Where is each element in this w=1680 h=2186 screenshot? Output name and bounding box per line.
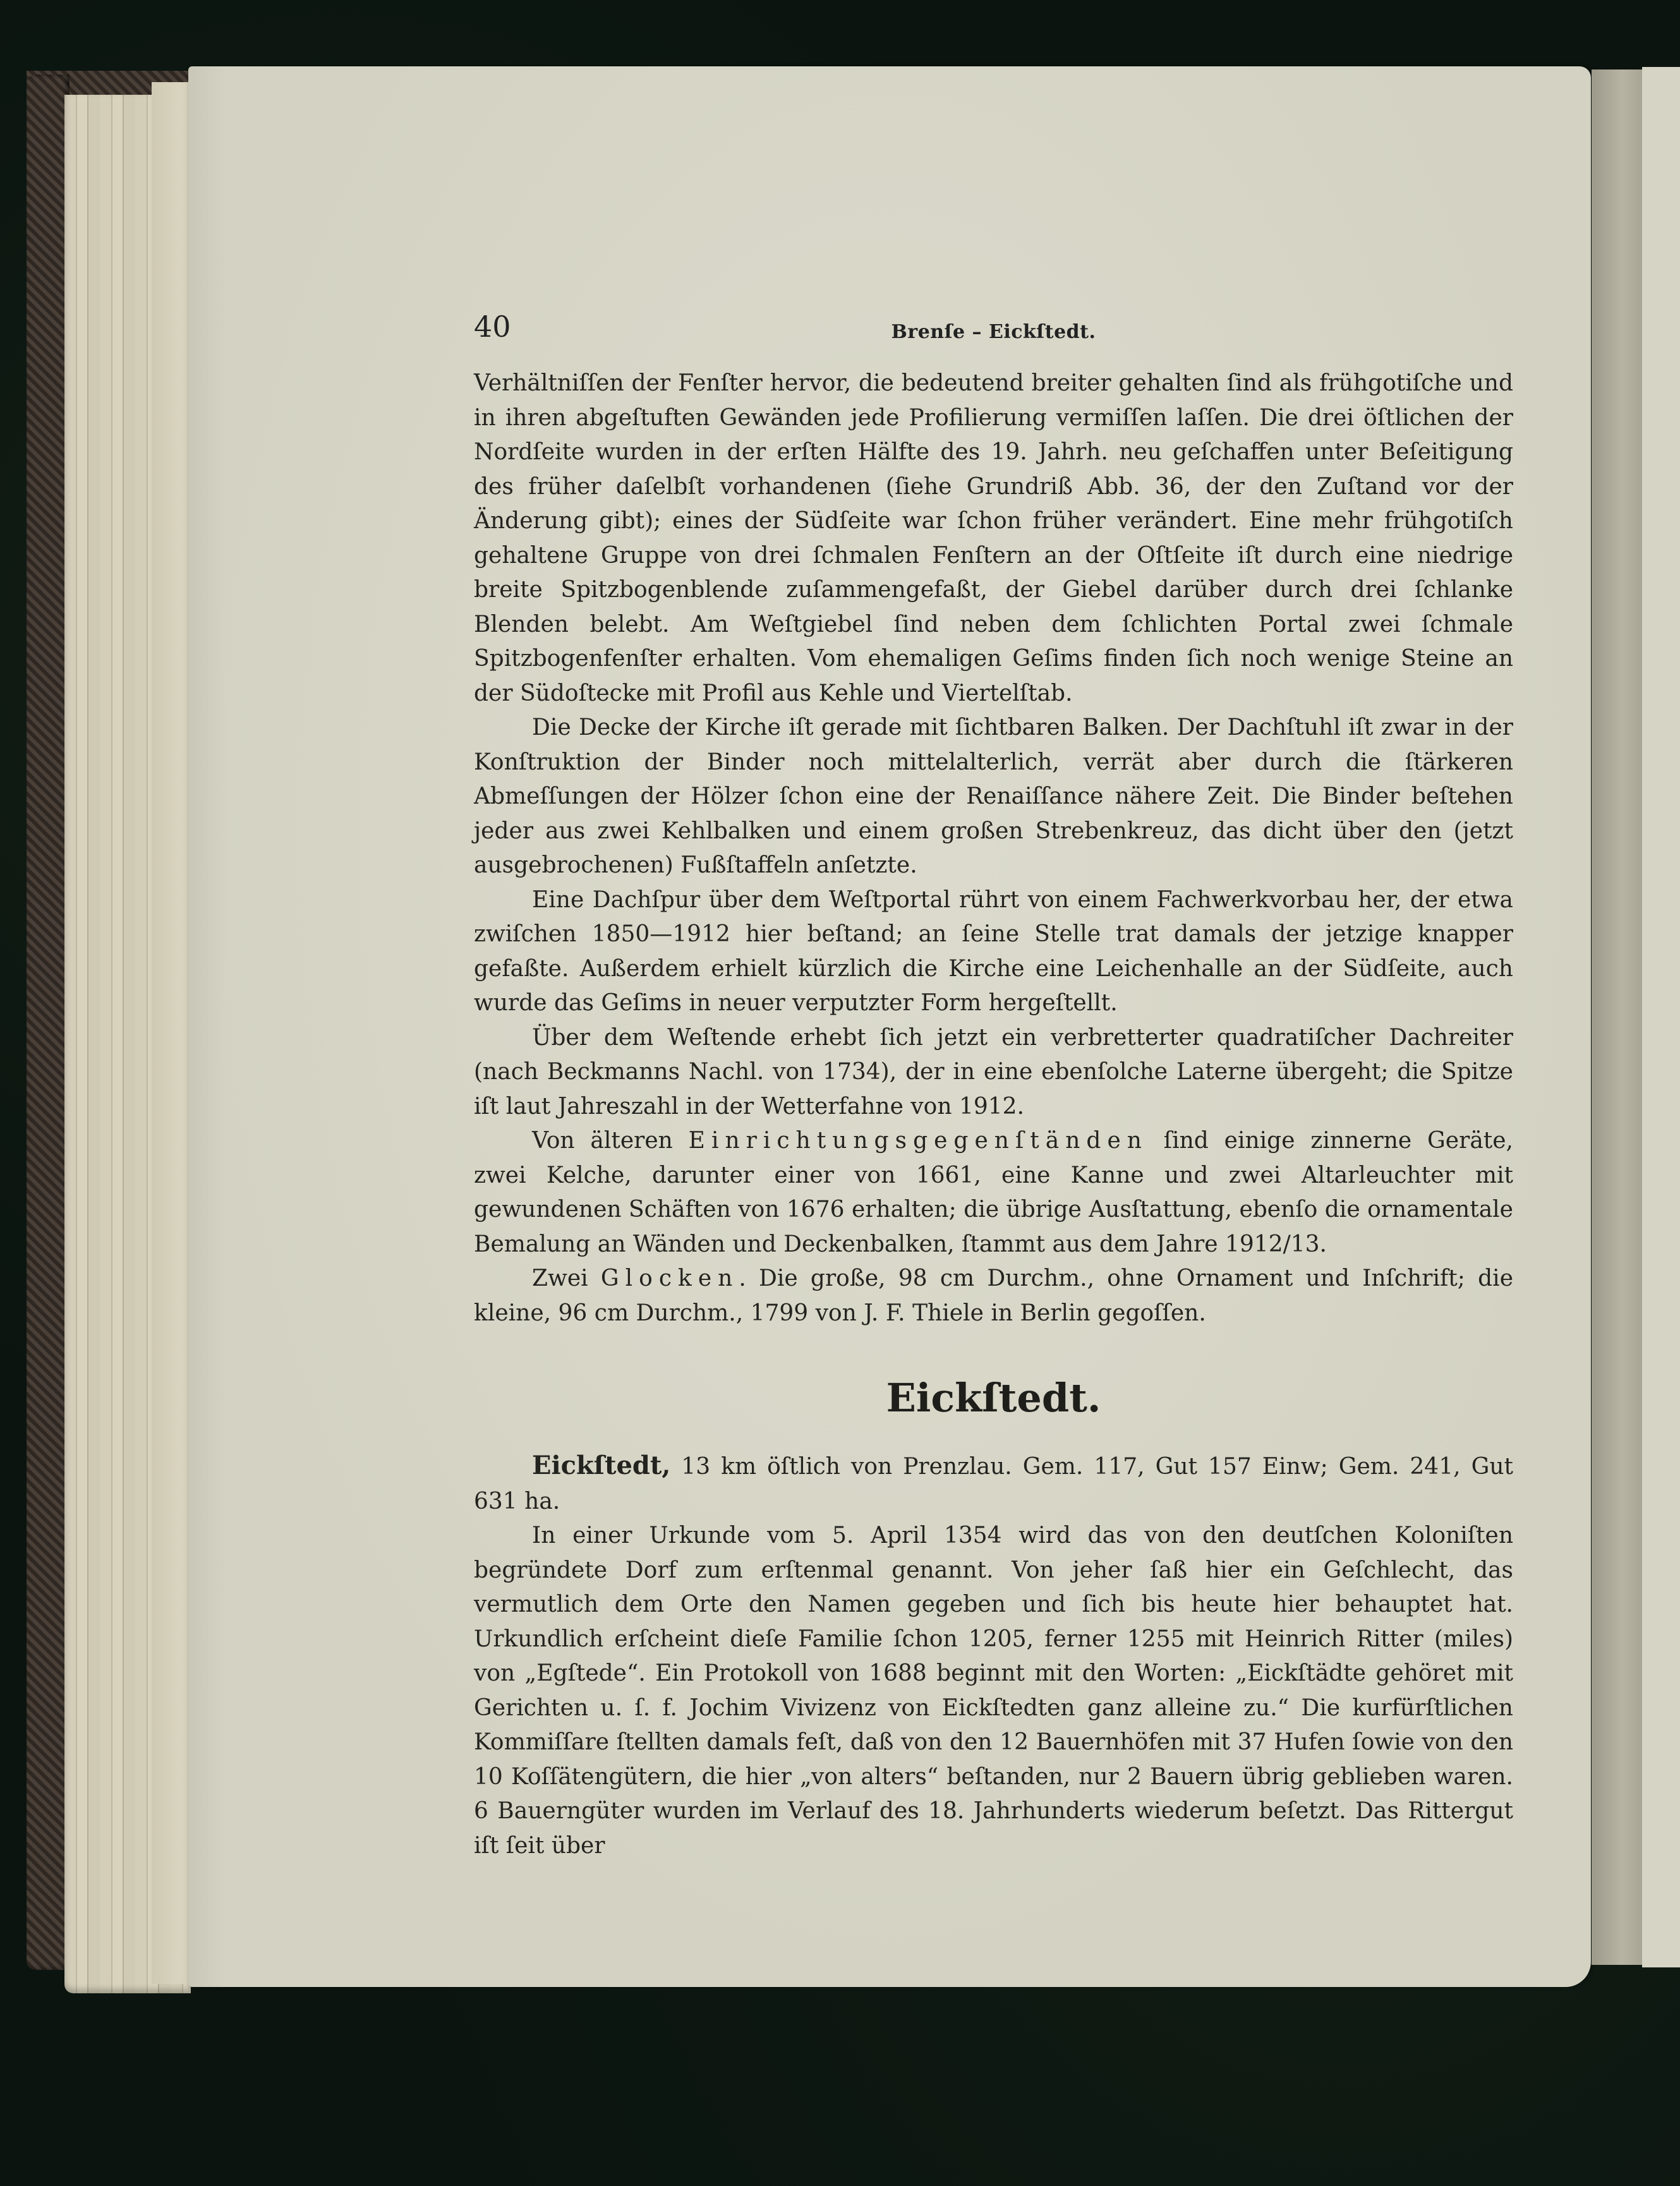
running-header xyxy=(474,310,1513,366)
paragraph-windows: Verhältniſſen der Fenſter hervor, die bedeutend breiter gehalten ſind als frühgotiſche und in ihren abgeſtuften Gewänden jede Profilierung vermiſſen laſſen. Die drei öſtlichen der Nordſeite wurden in der erſten Hälfte des 19. Jahrh. neu geſchaffen unter Beſeitigung des früher daſelbſt vorhandenen (ſiehe Grundriß Abb. 36, der den Zuſtand vor der Änderung gibt); eines der Südſeite war ſchon früher verändert. Eine mehr frühgotiſch gehaltene Gruppe von drei ſchmalen Fenſtern an der Oſtſeite iſt durch eine niedrige breite Spitzbogenblende zuſammengefaßt, der Giebel darüber durch drei ſchlanke Blenden belebt. Am Weſtgiebel ſind neben dem ſchlichten Portal zwei ſchmale Spitzbogenfenſter erhalten. Vom ehemaligen Geſims finden ſich noch wenige Steine an der Südoſtecke mit Profil aus Kehle und Viertelſtab. xyxy=(474,370,1513,706)
page-content xyxy=(474,310,1513,1863)
paragraph-history: In einer Urkunde vom 5. April 1354 wird das von den deutſchen Koloniſten begründete Dorf zum erſtenmal genannt. Von jeher ſaß hier ein Geſchlecht, das vermutlich dem Orte den Namen gegeben und ſich bis heute hier behauptet hat. Urkundlich erſcheint dieſe Familie ſchon 1205, ferner 1255 mit Heinrich Ritter (miles) von „Egſtede“. Ein Protokoll von 1688 beginnt mit den Worten: „Eickſtädte gehöret mit Gerichten u. ſ. f. Jochim Vivizenz von Eickſtedten ganz alleine zu.“ Die kurfürſtlichen Kommiſſare ſtellten damals feſt, daß von den 12 Bauernhöfen mit 37 Hufen ſowie von den 10 Koſſätengütern, die hier „von alters“ beſtanden, nur 2 Bauern übrig geblieben waren. 6 Bauerngüter wurden im Verlauf des 18. Jahrhunderts wiederum beſetzt. Das Rittergut iſt ſeit über xyxy=(474,1523,1513,1859)
furnishings-pre: Von älteren xyxy=(532,1128,689,1154)
page-number: 40 xyxy=(474,310,511,344)
book-gutter-shadow xyxy=(1592,69,1642,1965)
paragraph-ceiling-roof: Die Decke der Kirche iſt gerade mit ſichtbaren Balken. Der Dachſtuhl iſt zwar in der Konſtruktion der Binder noch mittelalterlich, verrät aber durch die ſtärkeren Abmeſſungen der Hölzer ſchon eine der Renaiſſance nähere Zeit. Die Binder beſtehen jeder aus zwei Kehlbalken und einem großen Strebenkreuz, das dicht über den (jetzt ausgebrochenen) Fußſtaffeln anſetzte. xyxy=(474,715,1513,878)
section-eickstedt xyxy=(474,1449,1513,1863)
section-brense-continued xyxy=(474,366,1513,1331)
paragraph-furnishings xyxy=(474,1124,1513,1262)
bells-spaced-term: Glocken xyxy=(600,1265,739,1291)
place-statistics: 13 km öſtlich von Prenzlau. Gem. 117, Gut 157 Einw; Gem. 241, Gut 631 ha. xyxy=(474,1454,1513,1514)
paragraph-bells xyxy=(474,1262,1513,1331)
furnishings-post: ſind einige zinnerne Geräte, zwei Kelche, darunter einer von 1661, eine Kanne und zwei Altarleuchter mit gewundenen Schäften von 1676 erhalten; die übrige Ausſtattung, ebenſo die ornamentale Bemalung an Wänden und Deckenbalken, ſtammt aus dem Jahre 1912/13. xyxy=(474,1128,1514,1257)
running-title: Brenſe – Eickſtedt. xyxy=(891,321,1096,343)
book-cover-cloth-spine xyxy=(27,75,69,1970)
bells-pre: Zwei xyxy=(532,1265,601,1291)
paragraph-location-lead xyxy=(474,1449,1513,1519)
section-heading-eickstedt: Eickſtedt. xyxy=(886,1375,1101,1421)
paragraph-west-portal: Eine Dachſpur über dem Weſtportal rührt von einem Fachwerkvorbau her, der etwa zwiſchen 1850—1912 hier beſtand; an ſeine Stelle trat damals der jetzige knapper gefaßte. Außerdem erhielt kürzlich die Kirche eine Leichenhalle an der Südſeite, auch wurde das Geſims in neuer verputzter Form hergeſtellt. xyxy=(474,886,1513,1016)
paragraph-roof-turret: Über dem Weſtende erhebt ſich jetzt ein verbretterter quadratiſcher Dachreiter (nach Beckmanns Nachl. von 1734), der in eine ebenſolche Laterne übergeht; die Spitze iſt laut Jahreszahl in der Wetterfahne von 1912. xyxy=(474,1024,1513,1120)
furnishings-spaced-term: Einrichtungsgegenſtänden xyxy=(688,1128,1148,1154)
place-name: Eickſtedt, xyxy=(532,1451,671,1480)
bells-post: . Die große, 98 cm Durchm., ohne Ornament und Inſchrift; die kleine, 96 cm Durchm., 1799 von J. F. Thiele in Berlin gegoſſen. xyxy=(474,1265,1513,1326)
facing-page-edge xyxy=(1642,67,1680,1967)
